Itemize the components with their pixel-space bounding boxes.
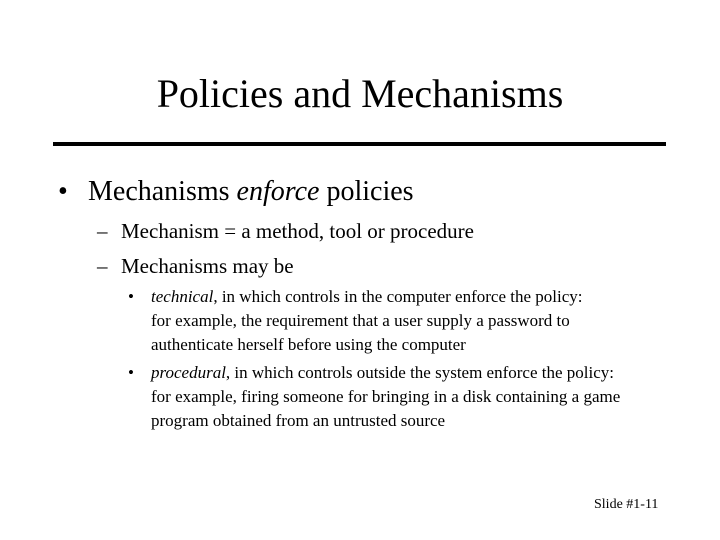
sub-bullet-definition [97, 218, 474, 244]
slide-title: Policies and Mechanisms [156, 71, 564, 116]
dash-icon: – [97, 254, 108, 278]
example-term: procedural [151, 363, 226, 382]
title-divider [53, 142, 666, 146]
sub-bullet-kinds [97, 253, 294, 279]
example-line: authenticate herself before using the computer [151, 335, 466, 354]
main-bullet-text-after: policies [319, 176, 414, 207]
bullet-icon: • [128, 363, 134, 382]
example-line: program obtained from an untrusted source [151, 411, 446, 430]
example-line: for example, the requirement that a user supply a password to [151, 311, 570, 330]
sub-bullet-text: Mechanism = a method, tool or procedure [121, 219, 474, 243]
example-technical [128, 285, 718, 357]
example-line-rest: , in which controls outside the system enforce the policy: [225, 363, 614, 382]
sub-bullet-text: Mechanisms may be [121, 254, 294, 278]
bullet-icon: • [128, 287, 134, 306]
slide-number: Slide #1-11 [594, 497, 659, 512]
dash-icon: – [97, 219, 108, 243]
example-line-rest: , in which controls in the computer enforce the policy: [213, 287, 583, 306]
example-line: for example, firing someone for bringing in a disk containing a game [151, 387, 621, 406]
bullet-icon: • [58, 176, 68, 207]
main-bullet-emphasis: enforce [236, 176, 320, 207]
main-bullet-text-before: Mechanisms [88, 176, 237, 207]
example-line [151, 361, 718, 385]
main-bullet [58, 175, 414, 209]
example-procedural [128, 361, 718, 433]
example-term: technical [151, 287, 214, 306]
example-line [151, 285, 718, 309]
